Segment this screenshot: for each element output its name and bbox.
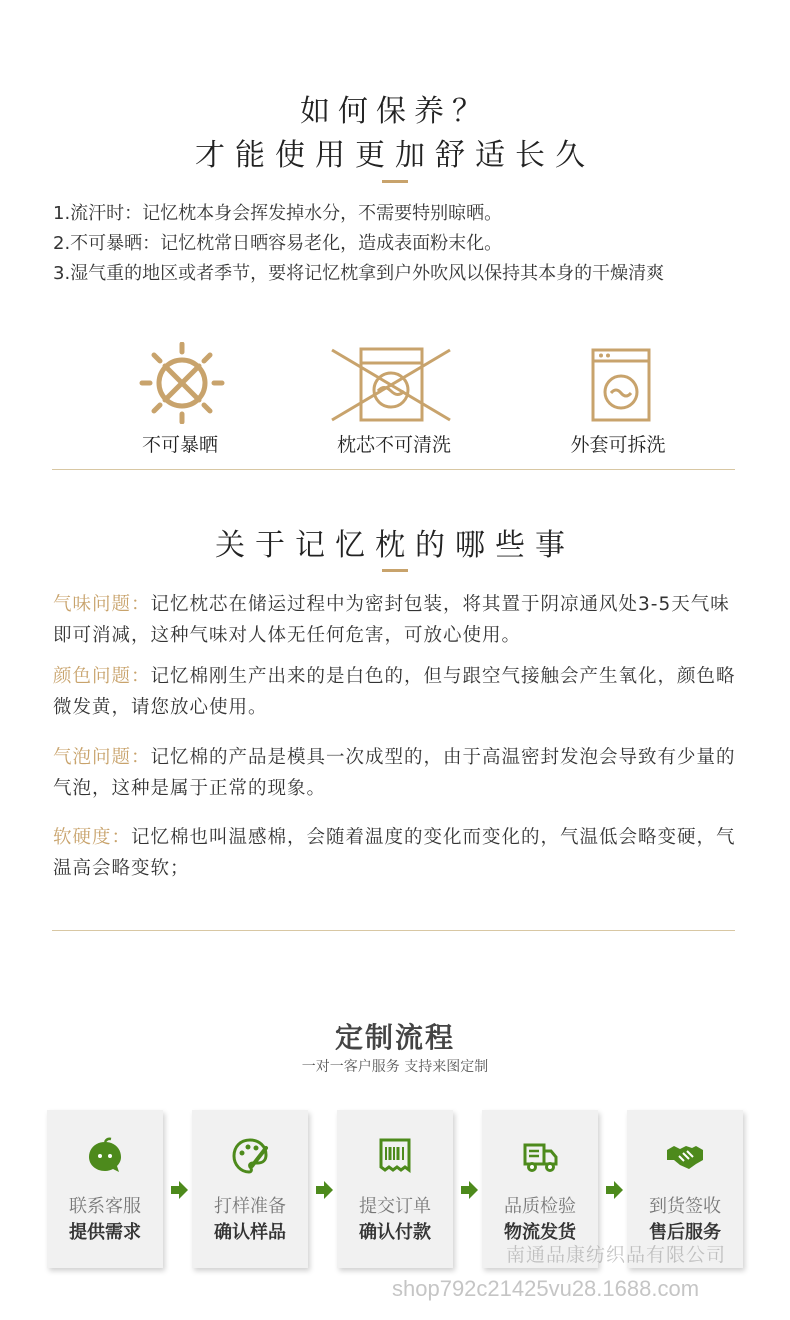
step-line1: 品质检验 (504, 1196, 576, 1217)
step-line1: 到货签收 (649, 1196, 721, 1217)
process-title: 定制流程 (334, 1021, 455, 1054)
step-line2: 确认付款 (359, 1222, 431, 1243)
section-divider (52, 469, 735, 470)
handshake-icon (665, 1136, 705, 1176)
step-line2: 确认样品 (214, 1222, 286, 1243)
section-divider (52, 930, 735, 931)
faq-text: 记忆棉刚生产出来的是白色的，但与跟空气接触会产生氧化，颜色略微发黄，请您放心使用。 (53, 666, 736, 718)
accent-bar (382, 180, 408, 183)
step-line1: 联系客服 (69, 1196, 141, 1217)
palette-icon (230, 1136, 270, 1176)
chat-bubble-icon (85, 1136, 125, 1176)
washing-machine-icon (590, 347, 652, 423)
no-wash-icon (330, 346, 452, 424)
icon-label-washable-cover: 外套可拆洗 (570, 434, 666, 456)
icon-label-no-wash: 枕芯不可清洗 (336, 434, 451, 456)
faq-item (53, 661, 743, 723)
faq-key: 气泡问题： (53, 747, 151, 768)
process-step-order (337, 1110, 453, 1268)
process-step-contact (47, 1110, 163, 1268)
step-line2: 提供需求 (69, 1222, 141, 1243)
no-sun-icon (138, 342, 226, 424)
care-tip: 2.不可暴晒：记忆枕常日晒容易老化，造成表面粉末化。 (53, 233, 503, 254)
step-line2: 物流发货 (504, 1222, 576, 1243)
faq-text: 记忆棉的产品是模具一次成型的，由于高温密封发泡会导致有少量的气泡，这种是属于正常的现象。 (53, 747, 736, 799)
faq-text: 记忆棉也叫温感棉，会随着温度的变化而变化的，气温低会略变硬，气温高会略变软； (53, 827, 736, 879)
step-line2: 售后服务 (649, 1222, 721, 1243)
icon-label-no-sun: 不可暴晒 (141, 434, 218, 456)
faq-key: 气味问题： (53, 594, 151, 615)
process-subtitle: 一对一客户服务 支持来图定制 (301, 1059, 489, 1075)
faq-item (53, 742, 743, 804)
arrow-right-icon (459, 1180, 479, 1200)
receipt-icon (375, 1136, 415, 1176)
arrow-right-icon (169, 1180, 189, 1200)
care-tip: 1.流汗时：记忆枕本身会挥发掉水分，不需要特别晾晒。 (53, 203, 503, 224)
arrow-right-icon (604, 1180, 624, 1200)
care-title-line2: 才能使用更加舒适长久 (195, 138, 595, 173)
faq-key: 颜色问题： (53, 666, 151, 687)
step-line1: 打样准备 (214, 1196, 286, 1217)
process-step-sample (192, 1110, 308, 1268)
care-title-line1: 如何保养？ (300, 94, 490, 129)
faq-title: 关于记忆枕的哪些事 (215, 528, 575, 563)
care-tip: 3.湿气重的地区或者季节，要将记忆枕拿到户外吹风以保持其本身的干燥清爽 (53, 263, 665, 284)
faq-item (53, 822, 743, 884)
step-line1: 提交订单 (359, 1196, 431, 1217)
delivery-truck-icon (520, 1136, 560, 1176)
faq-text: 记忆枕芯在储运过程中为密封包装，将其置于阴凉通风处3-5天气味即可消减，这种气味对人体无任何危害，可放心使用。 (53, 594, 730, 646)
arrow-right-icon (314, 1180, 334, 1200)
accent-bar (382, 569, 408, 572)
faq-key: 软硬度： (53, 827, 132, 848)
watermark-url: shop792c21425vu28.1688.com (392, 1276, 700, 1301)
faq-item (53, 589, 743, 651)
watermark-company: 南通品康纺织品有限公司 (506, 1245, 727, 1266)
